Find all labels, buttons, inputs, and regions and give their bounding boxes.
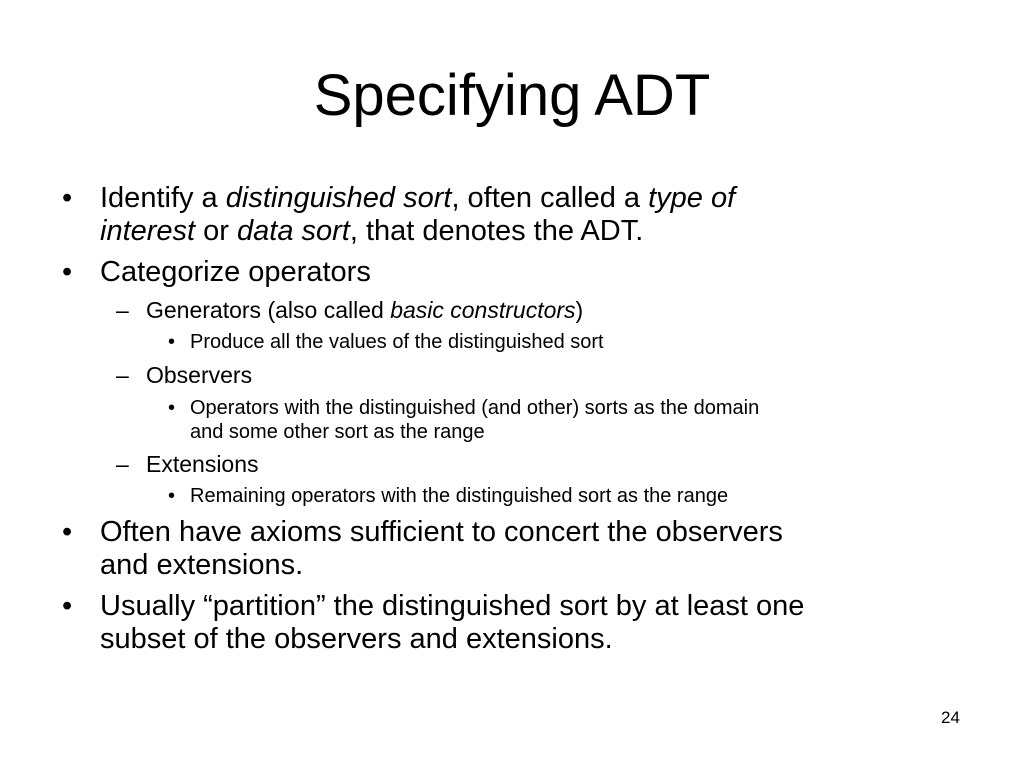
text-run-italic: distinguished sort: [225, 182, 452, 214]
bullet-marker: •: [62, 590, 73, 622]
sub-bullet-observers: Observers: [146, 362, 253, 388]
text-run: Generators (also called: [146, 297, 391, 323]
bullet-marker: •: [62, 182, 73, 214]
text-run-italic: interest: [100, 215, 196, 247]
sub-bullet-generators: [146, 297, 583, 324]
bullet-marker: •: [168, 485, 176, 507]
text-run: , that denotes the ADT.: [349, 215, 644, 247]
text-run: or: [195, 215, 238, 247]
bullet-marker: •: [168, 331, 176, 353]
bullet-1-line-2: [100, 215, 643, 248]
dash-marker: –: [116, 362, 129, 388]
text-run: Identify a: [100, 182, 226, 214]
text-run-italic: type of: [648, 182, 736, 214]
bullet-marker: •: [168, 397, 176, 419]
text-run: ): [575, 297, 584, 323]
slide-title: Specifying ADT: [313, 63, 711, 128]
sub-sub-bullet-observers-line-1: Operators with the distinguished (and other) sorts as the domain: [190, 397, 760, 419]
bullet-3-line-2: and extensions.: [100, 549, 304, 581]
dash-marker: –: [116, 297, 129, 323]
bullet-4-line-2: subset of the observers and extensions.: [100, 623, 613, 655]
bullet-1-line-1: [100, 182, 735, 215]
bullet-marker: •: [62, 516, 73, 548]
bullet-3-line-1: Often have axioms sufficient to concert the observers: [100, 516, 783, 548]
sub-sub-bullet-observers-line-2: and some other sort as the range: [190, 421, 485, 443]
bullet-4-line-1: Usually “partition” the distinguished sort by at least one: [100, 590, 805, 622]
sub-bullet-extensions: Extensions: [146, 451, 259, 477]
dash-marker: –: [116, 451, 129, 477]
text-run-italic: basic constructors: [390, 297, 576, 323]
sub-sub-bullet-extensions: Remaining operators with the distinguished sort as the range: [190, 485, 729, 507]
sub-sub-bullet-generators: Produce all the values of the distinguished sort: [190, 331, 604, 353]
bullet-marker: •: [62, 256, 73, 288]
page-number: 24: [941, 708, 960, 727]
bullet-2: Categorize operators: [100, 256, 371, 288]
text-run-italic: data sort: [237, 215, 350, 247]
text-run: , often called a: [451, 182, 649, 214]
